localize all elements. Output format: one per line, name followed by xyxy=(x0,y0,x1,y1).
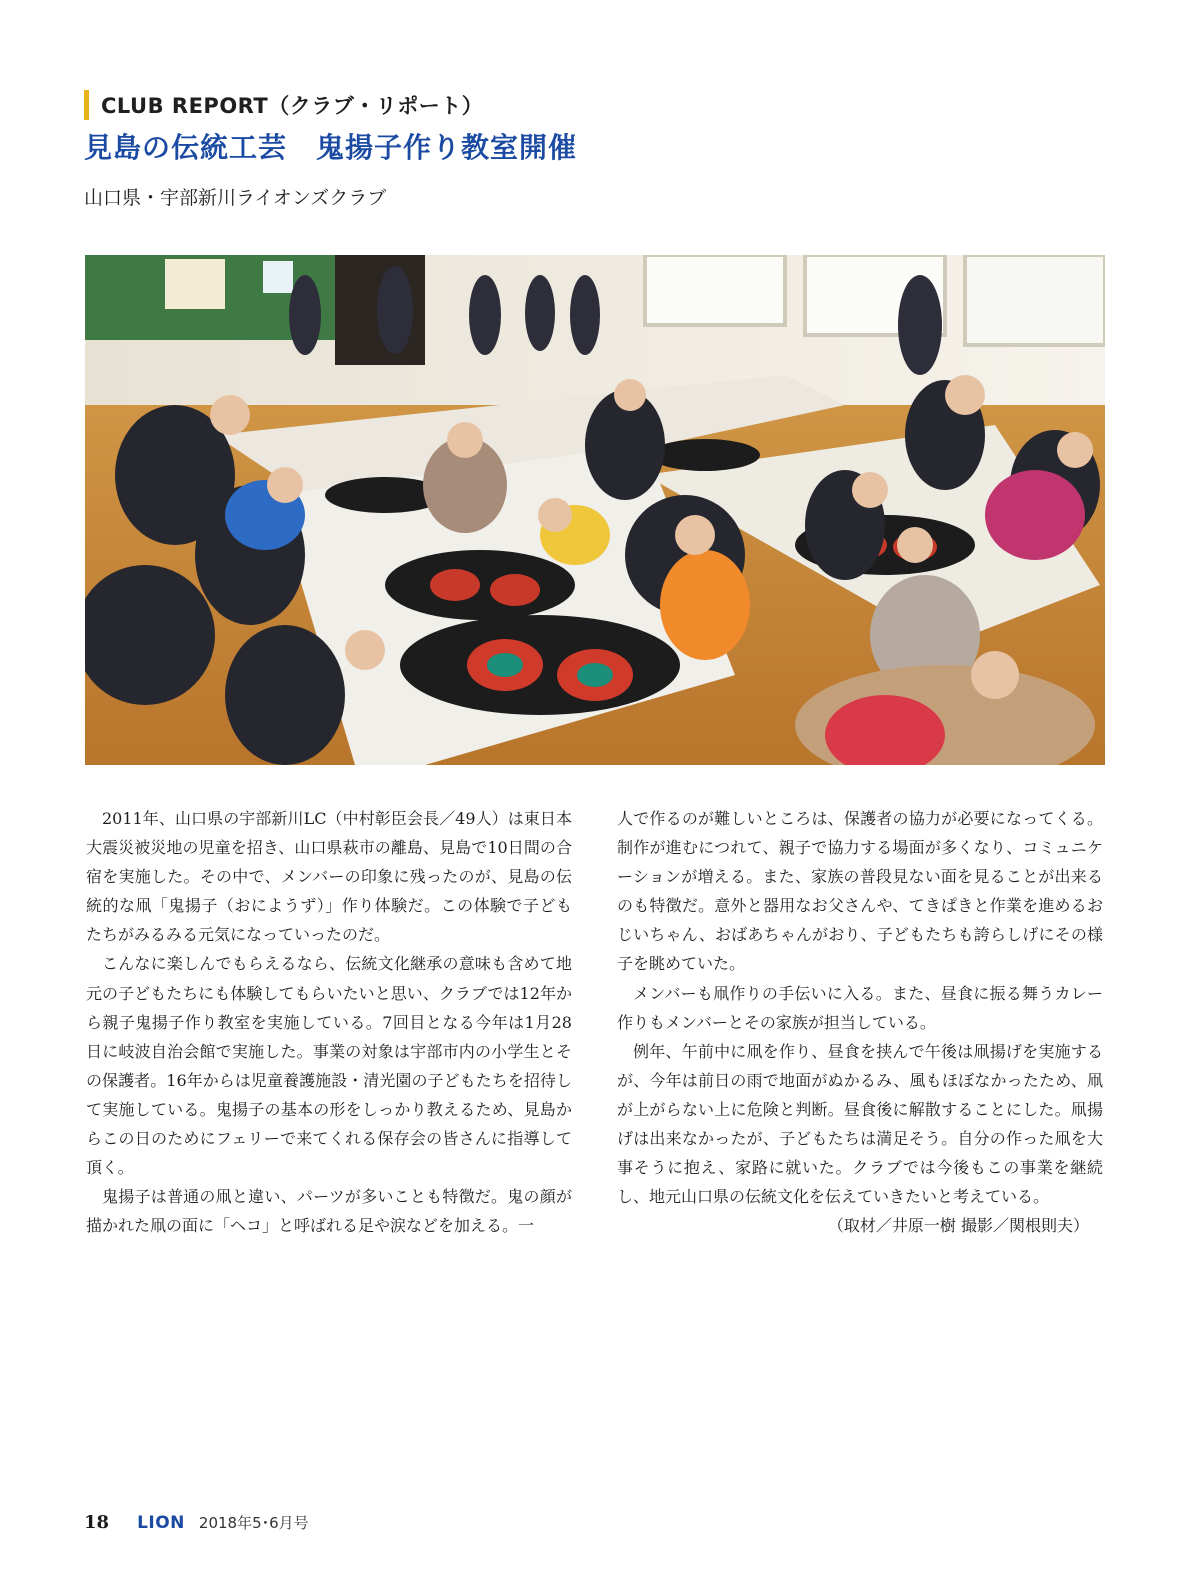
body-paragraph: 例年、午前中に凧を作り、昼食を挟んで午後は凧揚げを実施するが、今年は前日の雨で地面がぬかるみ、風もほぼなかったため、凧が上がらない上に危険と判断。昼食後に解散することにした。凧揚げは出来なかったが、子どもたちは満足そう。自分の作った凧を大事そうに抱え、家路に就いた。クラブでは今後もこの事業を継続し、地元山口県の伝統文化を伝えていきたいと考えている。 xyxy=(617,1041,1103,1207)
body-paragraph: 鬼揚子は普通の凧と違い、パーツが多いことも特徴だ。鬼の顔が描かれた凧の面に「ヘコ」と呼ばれる足や涙などを加える。一 xyxy=(86,1187,572,1236)
magazine-name: LION xyxy=(137,1513,185,1533)
body-paragraph: 2011年、山口県の宇部新川LC（中村彰臣会長／49人）は東日本大震災被災地の児童を招き、山口県萩市の離島、見島で10日間の合宿を実施した。その中で、メンバーの印象に残ったのが、見島の伝統的な凧「鬼揚子（おにようず）」作り体験だ。この体験で子どもたちがみるみる元気になっていったのだ。 xyxy=(86,809,572,945)
kicker-accent-bar xyxy=(84,90,89,120)
page-footer xyxy=(84,1512,309,1533)
section-kicker xyxy=(84,88,483,122)
workshop-photo xyxy=(85,255,1105,765)
kicker-text: CLUB REPORT（クラブ・リポート） xyxy=(101,94,484,118)
photo-credit: （取材／井原一樹 撮影／関根則夫） xyxy=(827,1216,1089,1236)
body-paragraph: 人で作るのが難しいところは、保護者の協力が必要になってくる。制作が進むにつれて、親子で協力する場面が多くなり、コミュニケーションが増える。また、家族の普段見ない面を見ることが出来るのも特徴だ。意外と器用なお父さんや、てきぱきと作業を進めるおじいちゃん、おばあちゃんがおり、子どもたちも誇らしげにその様子を眺めていた。 xyxy=(617,809,1103,974)
body-paragraph: メンバーも凧作りの手伝いに入る。また、昼食に振る舞うカレー作りもメンバーとその家族が担当している。 xyxy=(617,983,1103,1032)
issue-label: 2018年5･6月号 xyxy=(198,1514,309,1532)
page-number: 18 xyxy=(84,1512,110,1533)
body-paragraph: こんなに楽しんでもらえるなら、伝統文化継承の意味も含めて地元の子どもたちにも体験してもらいたいと思い、クラブでは12年から親子鬼揚子作り教室を実施している。7回目となる今年は1月28日に岐波自治会館で実施した。事業の対象は宇部市内の小学生とその保護者。16年からは児童養護施設・清光園の子どもたちを招待して実施している。鬼揚子の基本の形をしっかり教えるため、見島からこの日のためにフェリーで来てくれる保存会の皆さんに指導して頂く。 xyxy=(86,954,572,1178)
article-title: 見島の伝統工芸 鬼揚子作り教室開催 xyxy=(84,131,578,164)
article-column-left xyxy=(86,804,572,1240)
club-name: 山口県・宇部新川ライオンズクラブ xyxy=(84,187,387,209)
article-column-right xyxy=(617,804,1103,1240)
